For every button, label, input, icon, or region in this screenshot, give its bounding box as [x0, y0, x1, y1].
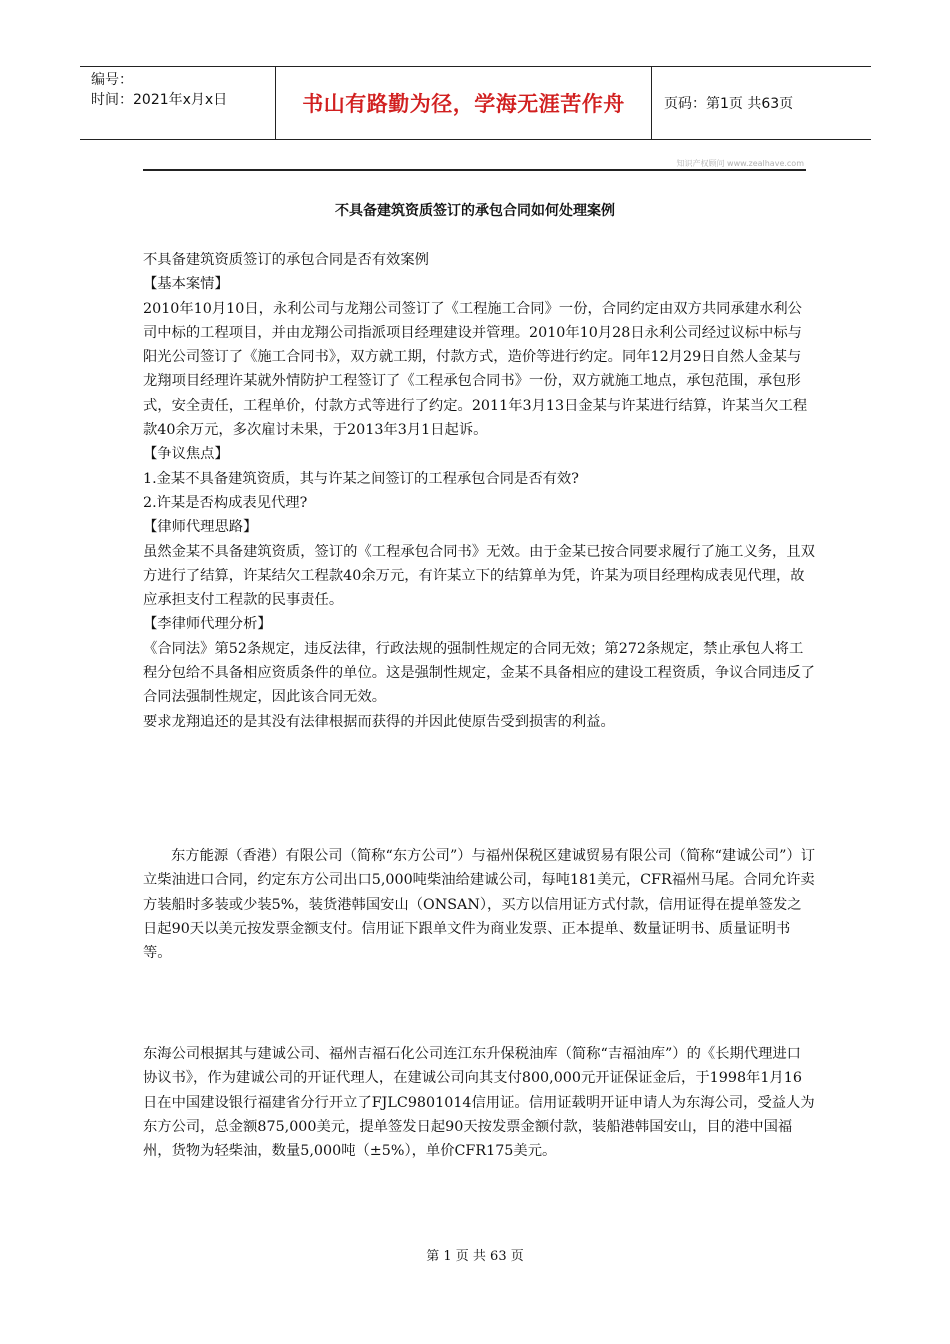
- paragraph: 2.许某是否构成表见代理?: [143, 494, 308, 511]
- paragraph: 要求龙翔追还的是其没有法律根据而获得的并因此使原告受到损害的利益。: [143, 713, 615, 730]
- number-label: 编号：: [91, 72, 133, 88]
- section-heading: 【律师代理思路】: [143, 519, 258, 536]
- document-title: 不具备建筑资质签订的承包合同如何处理案例: [335, 203, 615, 219]
- header-meta: [80, 67, 276, 139]
- paragraph: 1.金某不具备建筑资质，其与许某之间签订的工程承包合同是否有效?: [143, 470, 579, 487]
- paragraph: 东方能源（香港）有限公司（简称“东方公司”）与福州保税区建诚贸易有限公司（简称“建诚公司”）订立柴油进口合同，约定东方公司出口5,000吨柴油给建诚公司，每吨181美元，CFR福州马尾。合同允许卖方装船时多装或少装5%，装货港韩国安山（ONSAN），买方以信用证方式付款，信用证得在提单签发之日起90天以美元按发票金额支付。信用证下跟单文件为商业发票、正本提单、数量证明书、质量证明书等。: [143, 848, 815, 962]
- page-footer: 第 1 页 共 63 页: [426, 1249, 524, 1264]
- paragraph: 《合同法》第52条规定，违反法律，行政法规的强制性规定的合同无效；第272条规定，禁止承包人将工程分包给不具备相应资质条件的单位。这是强制性规定，金某不具备相应的建设工程资质，争议合同违反了合同法强制性规定，因此该合同无效。: [143, 640, 815, 706]
- paragraph: 2010年10月10日，永利公司与龙翔公司签订了《工程施工合同》一份，合同约定由双方共同承建水利公司中标的工程项目，并由龙翔公司指派项目经理建设并管理。2010年10月28日永利公司经过议标中标与阳光公司签订了《施工合同书》，双方就工期，付款方式，造价等进行约定。同年12月29日自然人金某与龙翔项目经理许某就外情防护工程签订了《工程承包合同书》一份，双方就施工地点，承包范围，承包形式，安全责任，工程单价，付款方式等进行了约定。2011年3月13日金某与许某进行结算，许某当欠工程款40余万元，多次雇讨未果，于2013年3月1日起诉。: [143, 300, 808, 439]
- date-label: 时间：2021年x月x日: [91, 92, 228, 108]
- letter-of-credit-section: [143, 1042, 815, 1163]
- section-heading: 【争议焦点】: [143, 446, 229, 463]
- header-page-info: 页码：第1页 共63页: [664, 96, 794, 112]
- contract-section: [143, 844, 815, 965]
- header-rule: [143, 169, 806, 171]
- motto-text: 书山有路勤为径，学海无涯苦作舟: [302, 92, 625, 116]
- case-section: [143, 248, 815, 734]
- paragraph: 东海公司根据其与建诚公司、福州吉福石化公司连江东升保税油库（简称“吉福油库”）的《长期代理进口协议书》，作为建诚公司的开证代理人，在建诚公司向其支付800,000元开证保证金后，于1998年1月16日在中国建设银行福建省分行开立了FJLC9801014信用证。信用证载明开证申请人为东海公司，受益人为东方公司，总金额875,000美元，提单签发日起90天按发票金额付款，装船港韩国安山，目的港中国福州，货物为轻柴油，数量5,000吨（±5%），单价CFR175美元。: [143, 1046, 815, 1160]
- paragraph: 不具备建筑资质签订的承包合同是否有效案例: [143, 252, 429, 268]
- header-motto-cell: [276, 67, 652, 139]
- document-header: [80, 66, 871, 140]
- watermark: 知识产权顾问 www.zealhave.com: [676, 159, 804, 168]
- section-heading: 【李律师代理分析】: [143, 616, 272, 633]
- paragraph: 虽然金某不具备建筑资质，签订的《工程承包合同书》无效。由于金某已按合同要求履行了施工义务，且双方进行了结算，许某结欠工程款40余万元，有许某立下的结算单为凭，许某为项目经理构成表见代理，故应承担支付工程款的民事责任。: [143, 543, 815, 609]
- section-heading: 【基本案情】: [143, 276, 229, 293]
